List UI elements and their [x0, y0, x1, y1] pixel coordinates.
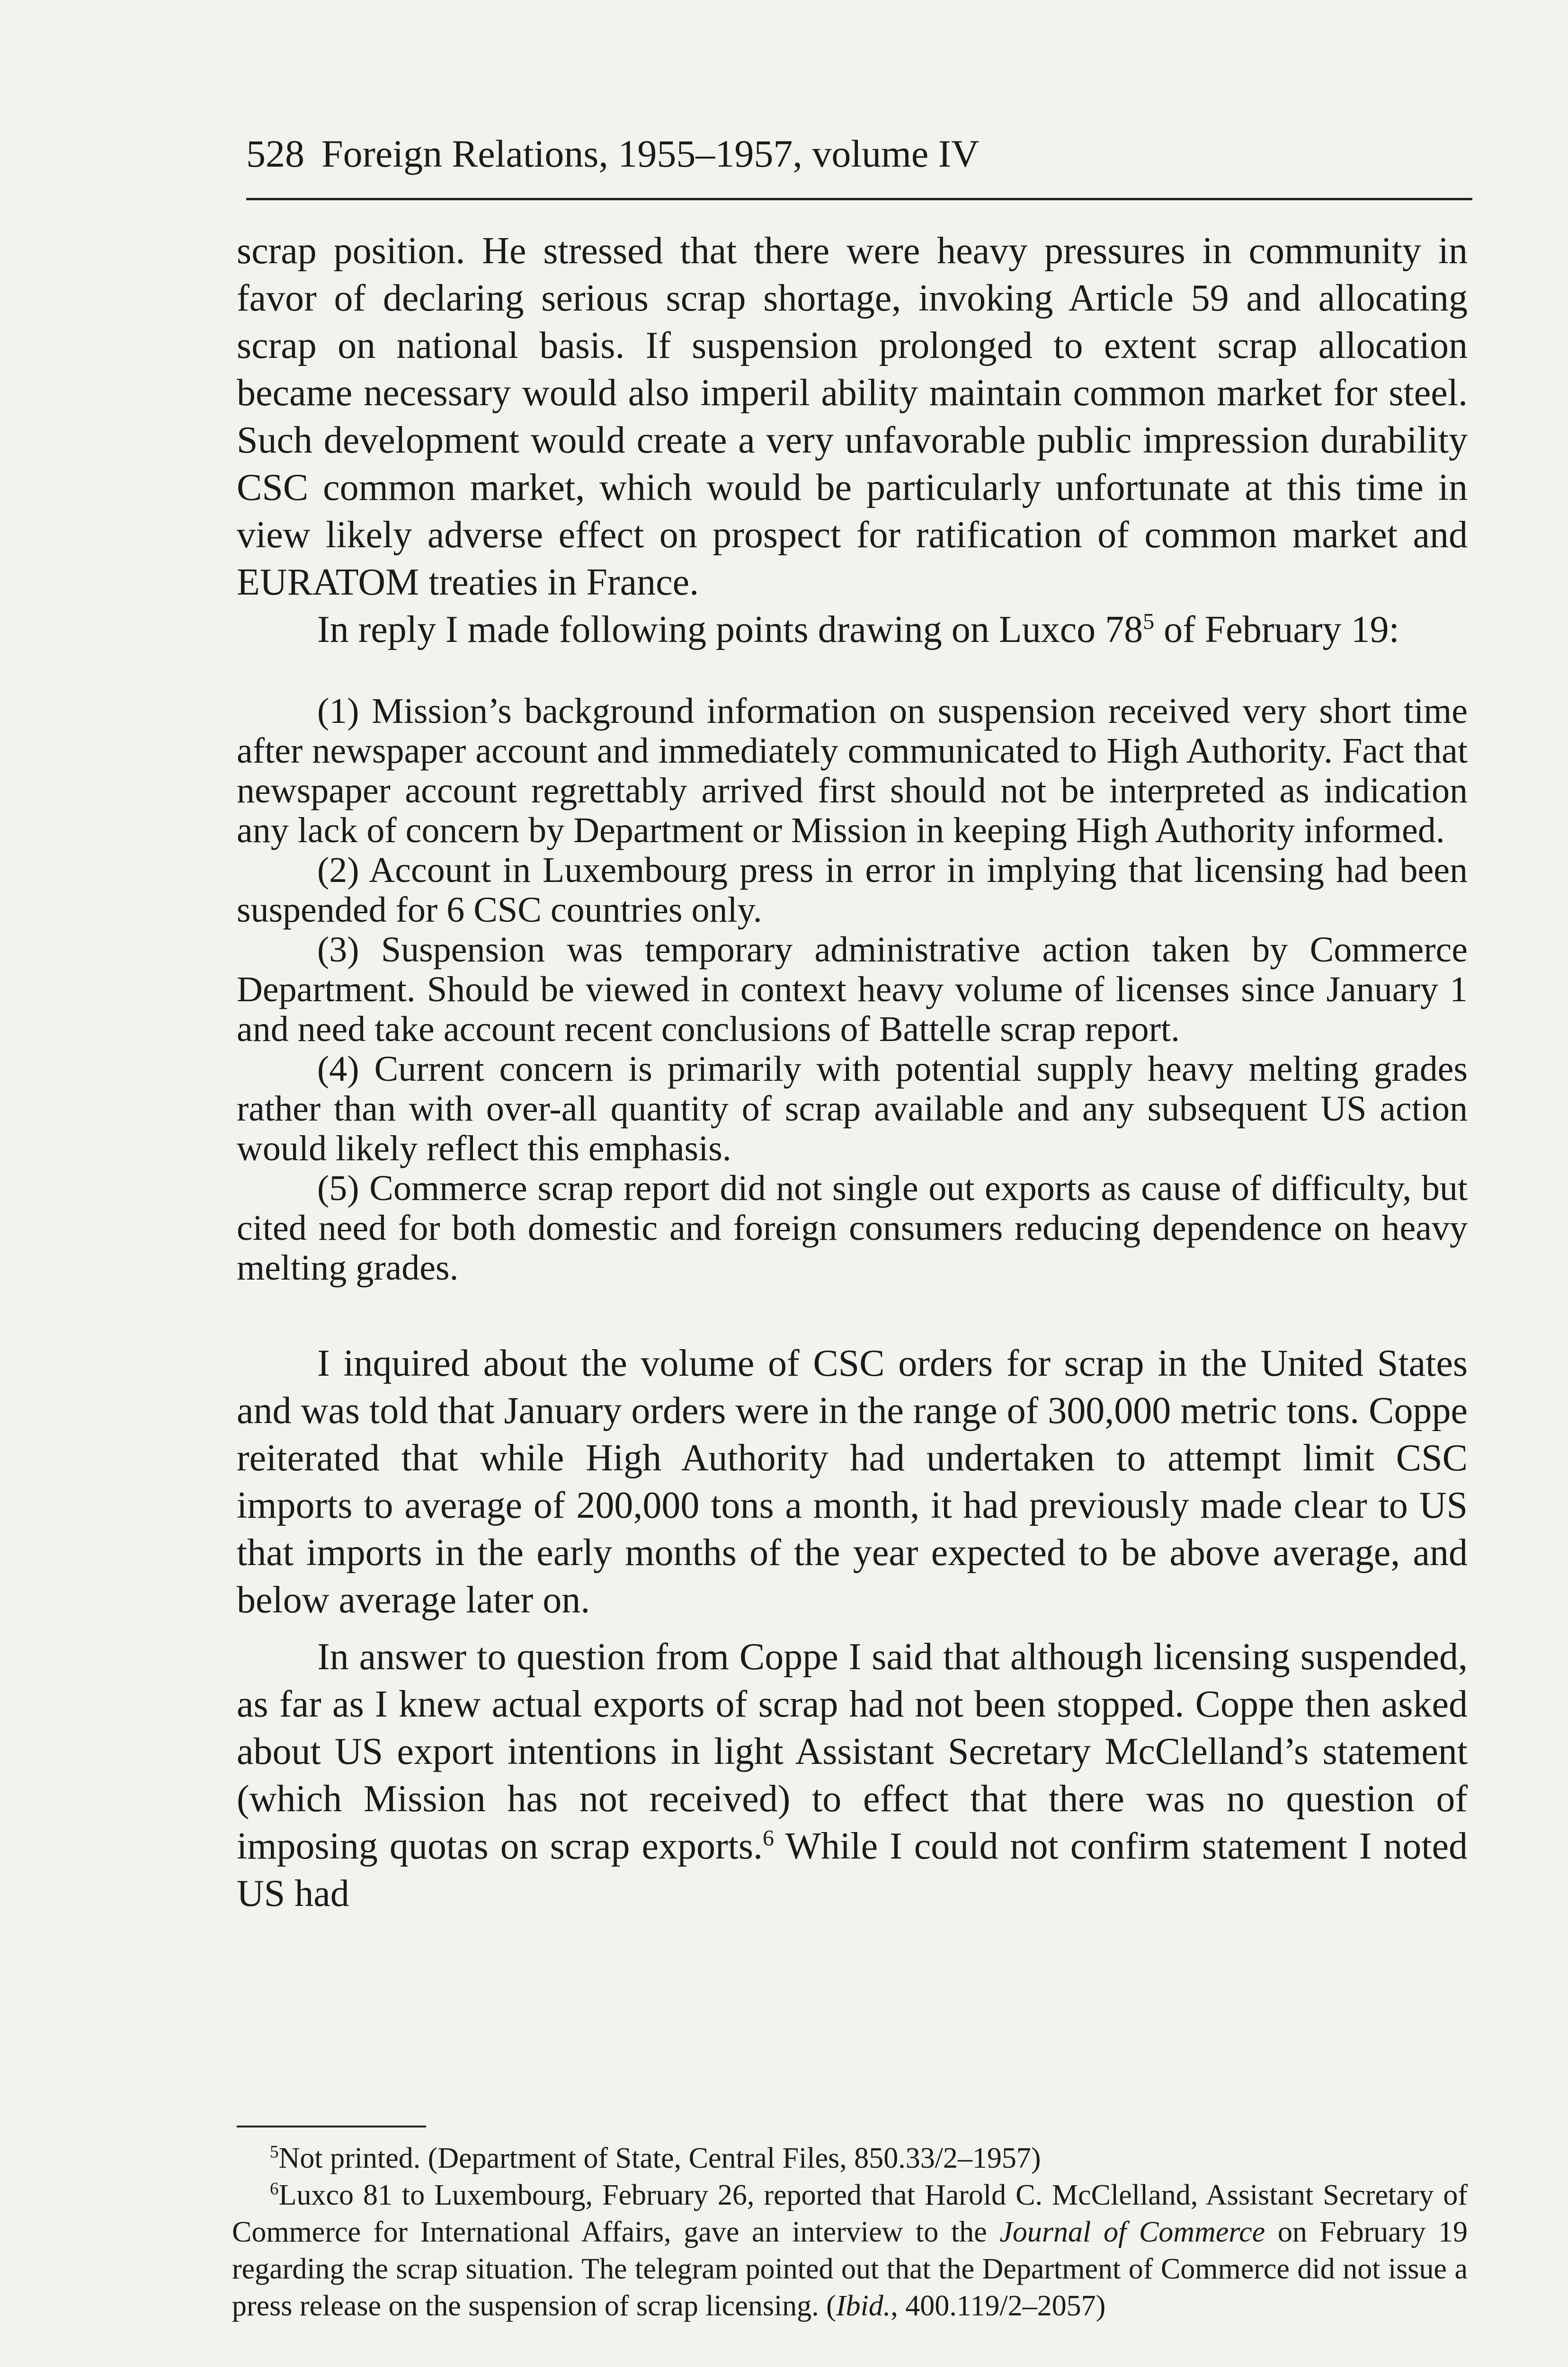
footnote-5-text: Not printed. (Department of State, Central Files, 850.33/2–1957) — [278, 2142, 1041, 2174]
main-text — [237, 227, 1468, 1917]
footnote-6-text-b: on February 19 regarding the scrap situation. The telegram pointed out that the Department of Commerce did not issue a press release on the suspension of scrap licensing. ( — [232, 2216, 1468, 2322]
paragraph-4-text-b: While I could not confirm statement I noted US had — [237, 1825, 1468, 1914]
paragraph-3: I inquired about the volume of CSC orders for scrap in the United States and was told that January orders were in the range of 300,000 metric tons. Coppe reiterated that while High Authority had undertaken to attempt limit CSC imports to average of 200,000 tons a month, it had previously made clear to US that imports in the early months of the year expected to be above average, and below average later on. — [237, 1343, 1468, 1621]
quoted-point-2: (2) Account in Luxembourg press in error in implying that licensing had been suspended for 6 CSC countries only. — [237, 850, 1468, 930]
footnote-5 — [232, 2140, 1468, 2177]
footnote-6-text-c: , 400.119/2–2057) — [891, 2290, 1106, 2322]
header-rule — [246, 198, 1472, 200]
paragraph-4-text-a: In answer to question from Coppe I said that although licensing suspended, as far as I knew actual exports of scrap had not been stopped. Coppe then asked about US export intentions in light Assistant Secretary McClelland’s statement (which Mission has not received) to effect that there was no question of imposing quotas on scrap exports. — [237, 1636, 1468, 1867]
footnote-6-number: 6 — [270, 2179, 279, 2199]
footnote-6-text-a: Luxco 81 to Luxembourg, February 26, reported that Harold C. McClelland, Assistant Secretary of Commerce for International Affairs, gave an interview to the — [232, 2179, 1468, 2248]
quoted-point-1: (1) Mission’s background information on suspension received very short time after newspaper account and immediately communicated to High Authority. Fact that newspaper account regrettably arrived first should not be interpreted as indication any lack of concern by Department or Mission in keeping High Authority informed. — [237, 691, 1468, 850]
footnote-ref-5: 5 — [1143, 609, 1155, 634]
paragraph-4 — [237, 1633, 1468, 1917]
quoted-point-4: (4) Current concern is primarily with potential supply heavy melting grades rather than with over-all quantity of scrap available and any subsequent US action would likely reflect this emphasis. — [237, 1049, 1468, 1168]
paragraph-1: scrap position. He stressed that there were heavy pressures in community in favor of declaring serious scrap shortage, invoking Article 59 and allocating scrap on national basis. If suspension prolonged to extent scrap allocation became necessary would also imperil ability maintain common market for steel. Such development would create a very unfavorable public impression durability CSC common market, which would be particularly unfortunate at this time in view likely adverse effect on prospect for ratification of common market and EURATOM treaties in France. — [237, 230, 1468, 603]
quoted-point-3: (3) Suspension was temporary administrative action taken by Commerce Department. Should be viewed in context heavy volume of licenses since January 1 and need take account recent conclusions of Battelle scrap report. — [237, 930, 1468, 1049]
paragraph-2 — [237, 606, 1468, 653]
quoted-point-5: (5) Commerce scrap report did not single out exports as cause of difficulty, but cited need for both domestic and foreign consumers reducing dependence on heavy melting grades. — [237, 1168, 1468, 1288]
paragraph-2-text-b: of February 19: — [1154, 609, 1399, 650]
footnotes — [232, 2140, 1468, 2324]
footnote-6 — [232, 2177, 1468, 2324]
footnote-6-journal: Journal of Commerce — [999, 2216, 1265, 2248]
footnote-ref-6: 6 — [763, 1825, 775, 1851]
footnote-5-number: 5 — [270, 2142, 279, 2162]
quoted-points — [237, 691, 1468, 1288]
paragraph-2-text-a: In reply I made following points drawing on Luxco 78 — [317, 609, 1143, 650]
running-title: Foreign Relations, 1955–1957, volume IV — [321, 132, 980, 175]
footnote-rule — [237, 2126, 426, 2127]
footnote-6-ibid: Ibid. — [836, 2290, 891, 2322]
page-number: 528 — [246, 132, 304, 175]
running-header — [246, 130, 1472, 178]
